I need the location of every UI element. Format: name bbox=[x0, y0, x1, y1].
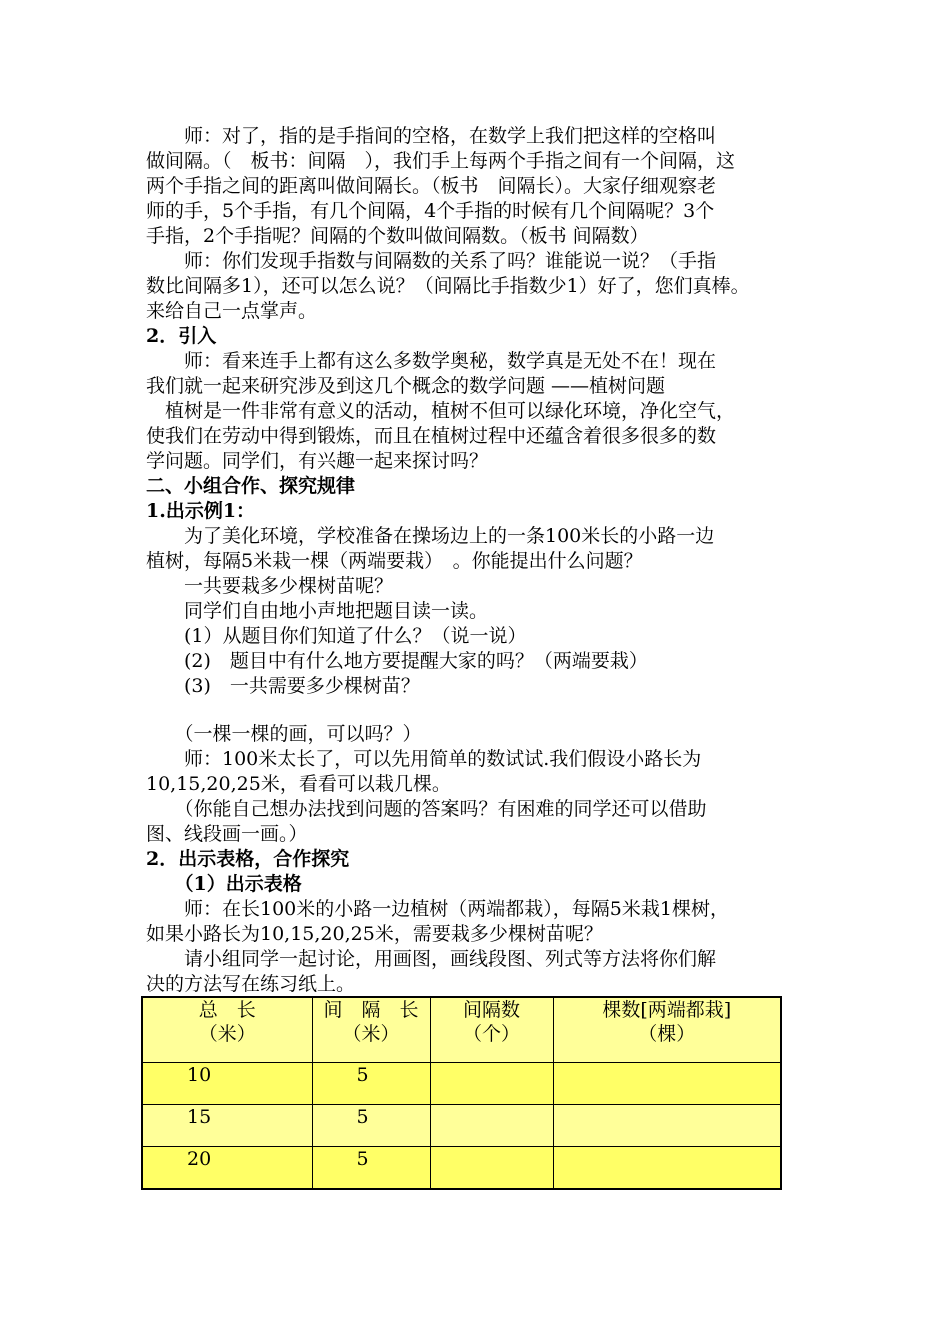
cell-value: 15 bbox=[187, 1106, 212, 1128]
table-cell bbox=[312, 1147, 430, 1190]
paragraph-line: 两个手指之间的距离叫做间隔长。（板书 间隔长）。大家仔细观察老 bbox=[146, 175, 717, 197]
paragraph-line: 师：在长100米的小路一边植树（两端都栽），每隔5米栽1棵树， bbox=[146, 898, 729, 920]
paragraph-line: 师：100米太长了，可以先用简单的数试试.我们假设小路长为 bbox=[146, 748, 702, 770]
paragraph-line: 师：你们发现手指数与间隔数的关系了吗？谁能说一说？（手指 bbox=[146, 250, 717, 272]
paragraph-line: 来给自己一点掌声。 bbox=[146, 300, 318, 322]
header-unit: （米） bbox=[342, 1023, 400, 1045]
paragraph-line: 学问题。同学们，有兴趣一起来探讨吗？ bbox=[146, 450, 489, 472]
paragraph-line: 数比间隔多1），还可以怎么说？（间隔比手指数少1）好了，您们真棒。 bbox=[146, 275, 750, 297]
table-cell bbox=[142, 1147, 312, 1190]
paragraph-line: (2) 题目中有什么地方要提醒大家的吗？（两端要栽） bbox=[146, 650, 648, 672]
section-heading: 2．出示表格，合作探究 bbox=[146, 848, 350, 870]
paragraph-line: (1）从题目你们知道了什么？（说一说） bbox=[146, 625, 527, 647]
cell-value: 5 bbox=[356, 1148, 369, 1170]
paragraph-line: 如果小路长为10,15,20,25米，需要栽多少棵树苗呢？ bbox=[146, 923, 603, 945]
section-heading: （1）出示表格 bbox=[146, 873, 302, 895]
paragraph-line: 决的方法写在练习纸上。 bbox=[146, 973, 356, 995]
table-cell bbox=[553, 1147, 781, 1190]
paragraph-line: （你能自己想办法找到问题的答案吗？有困难的同学还可以借助 bbox=[146, 798, 707, 820]
table-cell bbox=[142, 1105, 312, 1147]
cell-value: 5 bbox=[356, 1064, 369, 1086]
table-row bbox=[142, 1063, 781, 1105]
paragraph-line: 为了美化环境，学校准备在操场边上的一条100米长的小路一边 bbox=[146, 525, 715, 547]
header-cell bbox=[142, 997, 312, 1063]
paragraph-line: （一棵一棵的画，可以吗？） bbox=[146, 723, 422, 745]
paragraph-line: 植树，每隔5米栽一棵（两端要栽） 。你能提出什么问题？ bbox=[146, 550, 643, 572]
header-title: 间 隔 长 bbox=[323, 999, 419, 1021]
paragraph-line: 手指，2个手指呢？间隔的个数叫做间隔数。（板书 间隔数） bbox=[146, 225, 649, 247]
cell-value: 10 bbox=[187, 1064, 212, 1086]
table-cell bbox=[430, 1105, 553, 1147]
paragraph-line: 师的手，5个手指，有几个间隔，4个手指的时候有几个间隔呢？3个 bbox=[146, 200, 715, 222]
header-cell bbox=[430, 997, 553, 1063]
header-cell bbox=[312, 997, 430, 1063]
header-title: 间隔数 bbox=[462, 999, 520, 1021]
header-cell bbox=[553, 997, 781, 1063]
paragraph-line: 图、线段画一画。） bbox=[146, 823, 308, 845]
paragraph-line: 请小组同学一起讨论，用画图，画线段图、列式等方法将你们解 bbox=[146, 948, 717, 970]
table-row bbox=[142, 1105, 781, 1147]
header-title: 棵数[两端都栽] bbox=[602, 999, 732, 1021]
table-cell bbox=[312, 1063, 430, 1105]
section-heading: 2．引入 bbox=[146, 325, 217, 347]
planting-table bbox=[141, 996, 782, 1190]
section-heading: 二、小组合作、探究规律 bbox=[146, 475, 356, 497]
table-cell bbox=[553, 1063, 781, 1105]
table-cell bbox=[430, 1147, 553, 1190]
table-cell bbox=[312, 1105, 430, 1147]
section-heading: 1.出示例1： bbox=[146, 500, 256, 522]
header-title: 总 长 bbox=[198, 999, 256, 1021]
paragraph-line: 师：看来连手上都有这么多数学奥秘，数学真是无处不在！现在 bbox=[146, 350, 717, 372]
paragraph-line: (3) 一共需要多少棵树苗？ bbox=[146, 675, 420, 697]
header-unit: （棵） bbox=[638, 1023, 696, 1045]
cell-value: 5 bbox=[356, 1106, 369, 1128]
paragraph-line: 同学们自由地小声地把题目读一读。 bbox=[146, 600, 489, 622]
paragraph-line: 我们就一起来研究涉及到这几个概念的数学问题 ——植树问题 bbox=[146, 375, 666, 397]
paragraph-line: 植树是一件非常有意义的活动，植树不但可以绿化环境，净化空气， bbox=[146, 400, 736, 422]
paragraph-line: 做间隔。（ 板书：间隔 ），我们手上每两个手指之间有一个间隔，这 bbox=[146, 150, 736, 172]
table-row bbox=[142, 1147, 781, 1190]
table-cell bbox=[430, 1063, 553, 1105]
paragraph-line: 使我们在劳动中得到锻炼，而且在植树过程中还蕴含着很多很多的数 bbox=[146, 425, 717, 447]
table-cell bbox=[142, 1063, 312, 1105]
table-header-row bbox=[142, 997, 781, 1063]
paragraph-line: 师：对了，指的是手指间的空格，在数学上我们把这样的空格叫 bbox=[146, 125, 717, 147]
paragraph-line: 一共要栽多少棵树苗呢？ bbox=[146, 575, 394, 597]
header-unit: （个） bbox=[462, 1023, 520, 1045]
cell-value: 20 bbox=[187, 1148, 212, 1170]
header-unit: （米） bbox=[198, 1023, 256, 1045]
table-cell bbox=[553, 1105, 781, 1147]
paragraph-line: 10,15,20,25米，看看可以栽几棵。 bbox=[146, 773, 451, 795]
